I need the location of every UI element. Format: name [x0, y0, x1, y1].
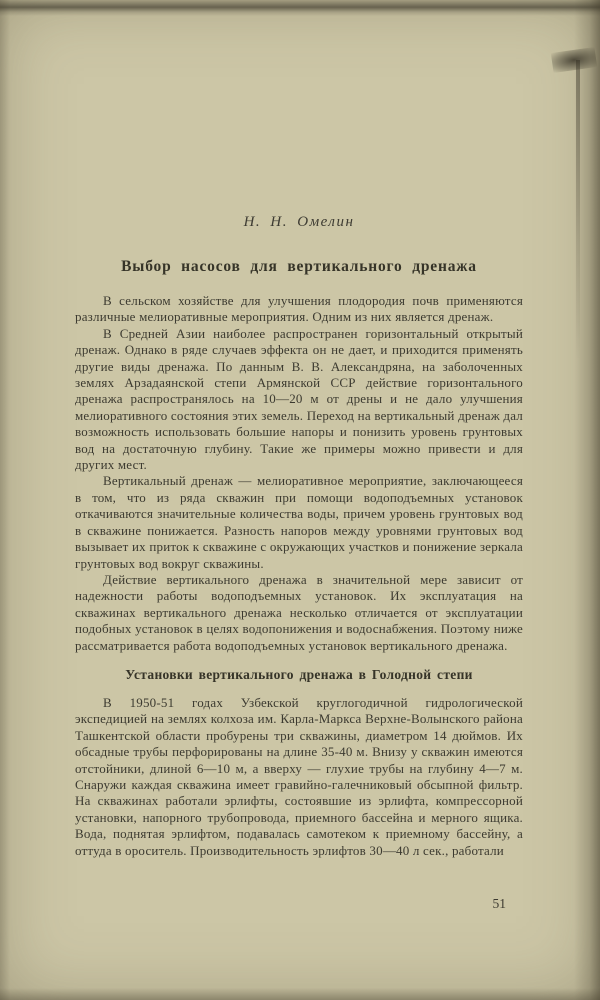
scan-edge-streak: [576, 60, 580, 360]
page-number: 51: [492, 896, 506, 911]
section-heading: Установки вертикального дренажа в Голодной степи: [125, 666, 473, 682]
paragraph-4: Действие вертикального дренажа в значительной мере зависит от надежности работы водоподъемных установок. Их эксплуатация на скважинах вертикального дренажа несколько отличается от эксплуатации подобных установок в целях водопонижения и водоснабжения. Поэтому ниже рассматривается работа водоподъемных установок вертикального дренажа.: [75, 571, 523, 653]
scan-edge-left: [0, 0, 10, 1000]
section-paragraph-1: В 1950-51 годах Узбекской круглогодичной гидрологической экспедицией на землях колхоза им. Карла-Маркса Верхне-Волынского района Ташкентской области пробурены три скважины, диаметром 14 дюймов. Их обсадные трубы перфорированы на длине 35-40 м. Внизу у скважин имеются отстойники, длиной 6—10 м, а вверху — глухие трубы на глубину 4—7 м. Снаружи каждая скважина имеет гравийно-галечниковый обсыпной фильтр. На скважинах работали эрлифты, состоявшие из эрлифта, компрессорной установки, напорного трубопровода, приемного бассейна и мерного ящика. Вода, поднятая эрлифтом, подавалась самотеком к приемному бассейну, а оттуда в ороситель. Производительность эрлифтов 30—40 л сек., работали: [75, 694, 523, 858]
page-content: [75, 0, 523, 859]
scan-edge-right: [574, 0, 600, 1000]
paragraph-1: В сельском хозяйстве для улучшения плодородия почв применяются различные мелиоративные мероприятия. Одним из них является дренаж.: [75, 293, 523, 325]
scan-corner-smudge: [551, 47, 597, 73]
author-name: Н. Н. Омелин: [243, 214, 355, 230]
article-title: Выбор насосов для вертикального дренажа: [121, 258, 477, 275]
scan-edge-bottom: [0, 988, 600, 1000]
paragraph-3: Вертикальный дренаж — мелиоративное мероприятие, заключающееся в том, что из ряда скважин при помощи водоподъемных установок откачиваются значительные количества воды, причем уровень грунтовых вод в скважине понижается. Разность напоров между уровнями грунтовых вод вызывает их приток к скважине с окружающих участков и понижение зеркала грунтовых вод вокруг скважины.: [75, 473, 523, 571]
paragraph-2: В Средней Азии наиболее распространен горизонтальный открытый дренаж. Однако в ряде случаев эффекта он не дает, и приходится применять другие виды дренажа. По данным В. В. Александряна, на заболоченных землях Арзадаянской степи Армянской ССР действие горизонтального дренажа распространялось на 10—20 м от дрены и не дало улучшения мелиоративного состояния этих земель. Переход на вертикальный дренаж дал возможность использовать большие напоры и понизить уровень грунтовых вод на достаточную глубину. Такие же примеры можно привести и для других мест.: [75, 325, 523, 473]
